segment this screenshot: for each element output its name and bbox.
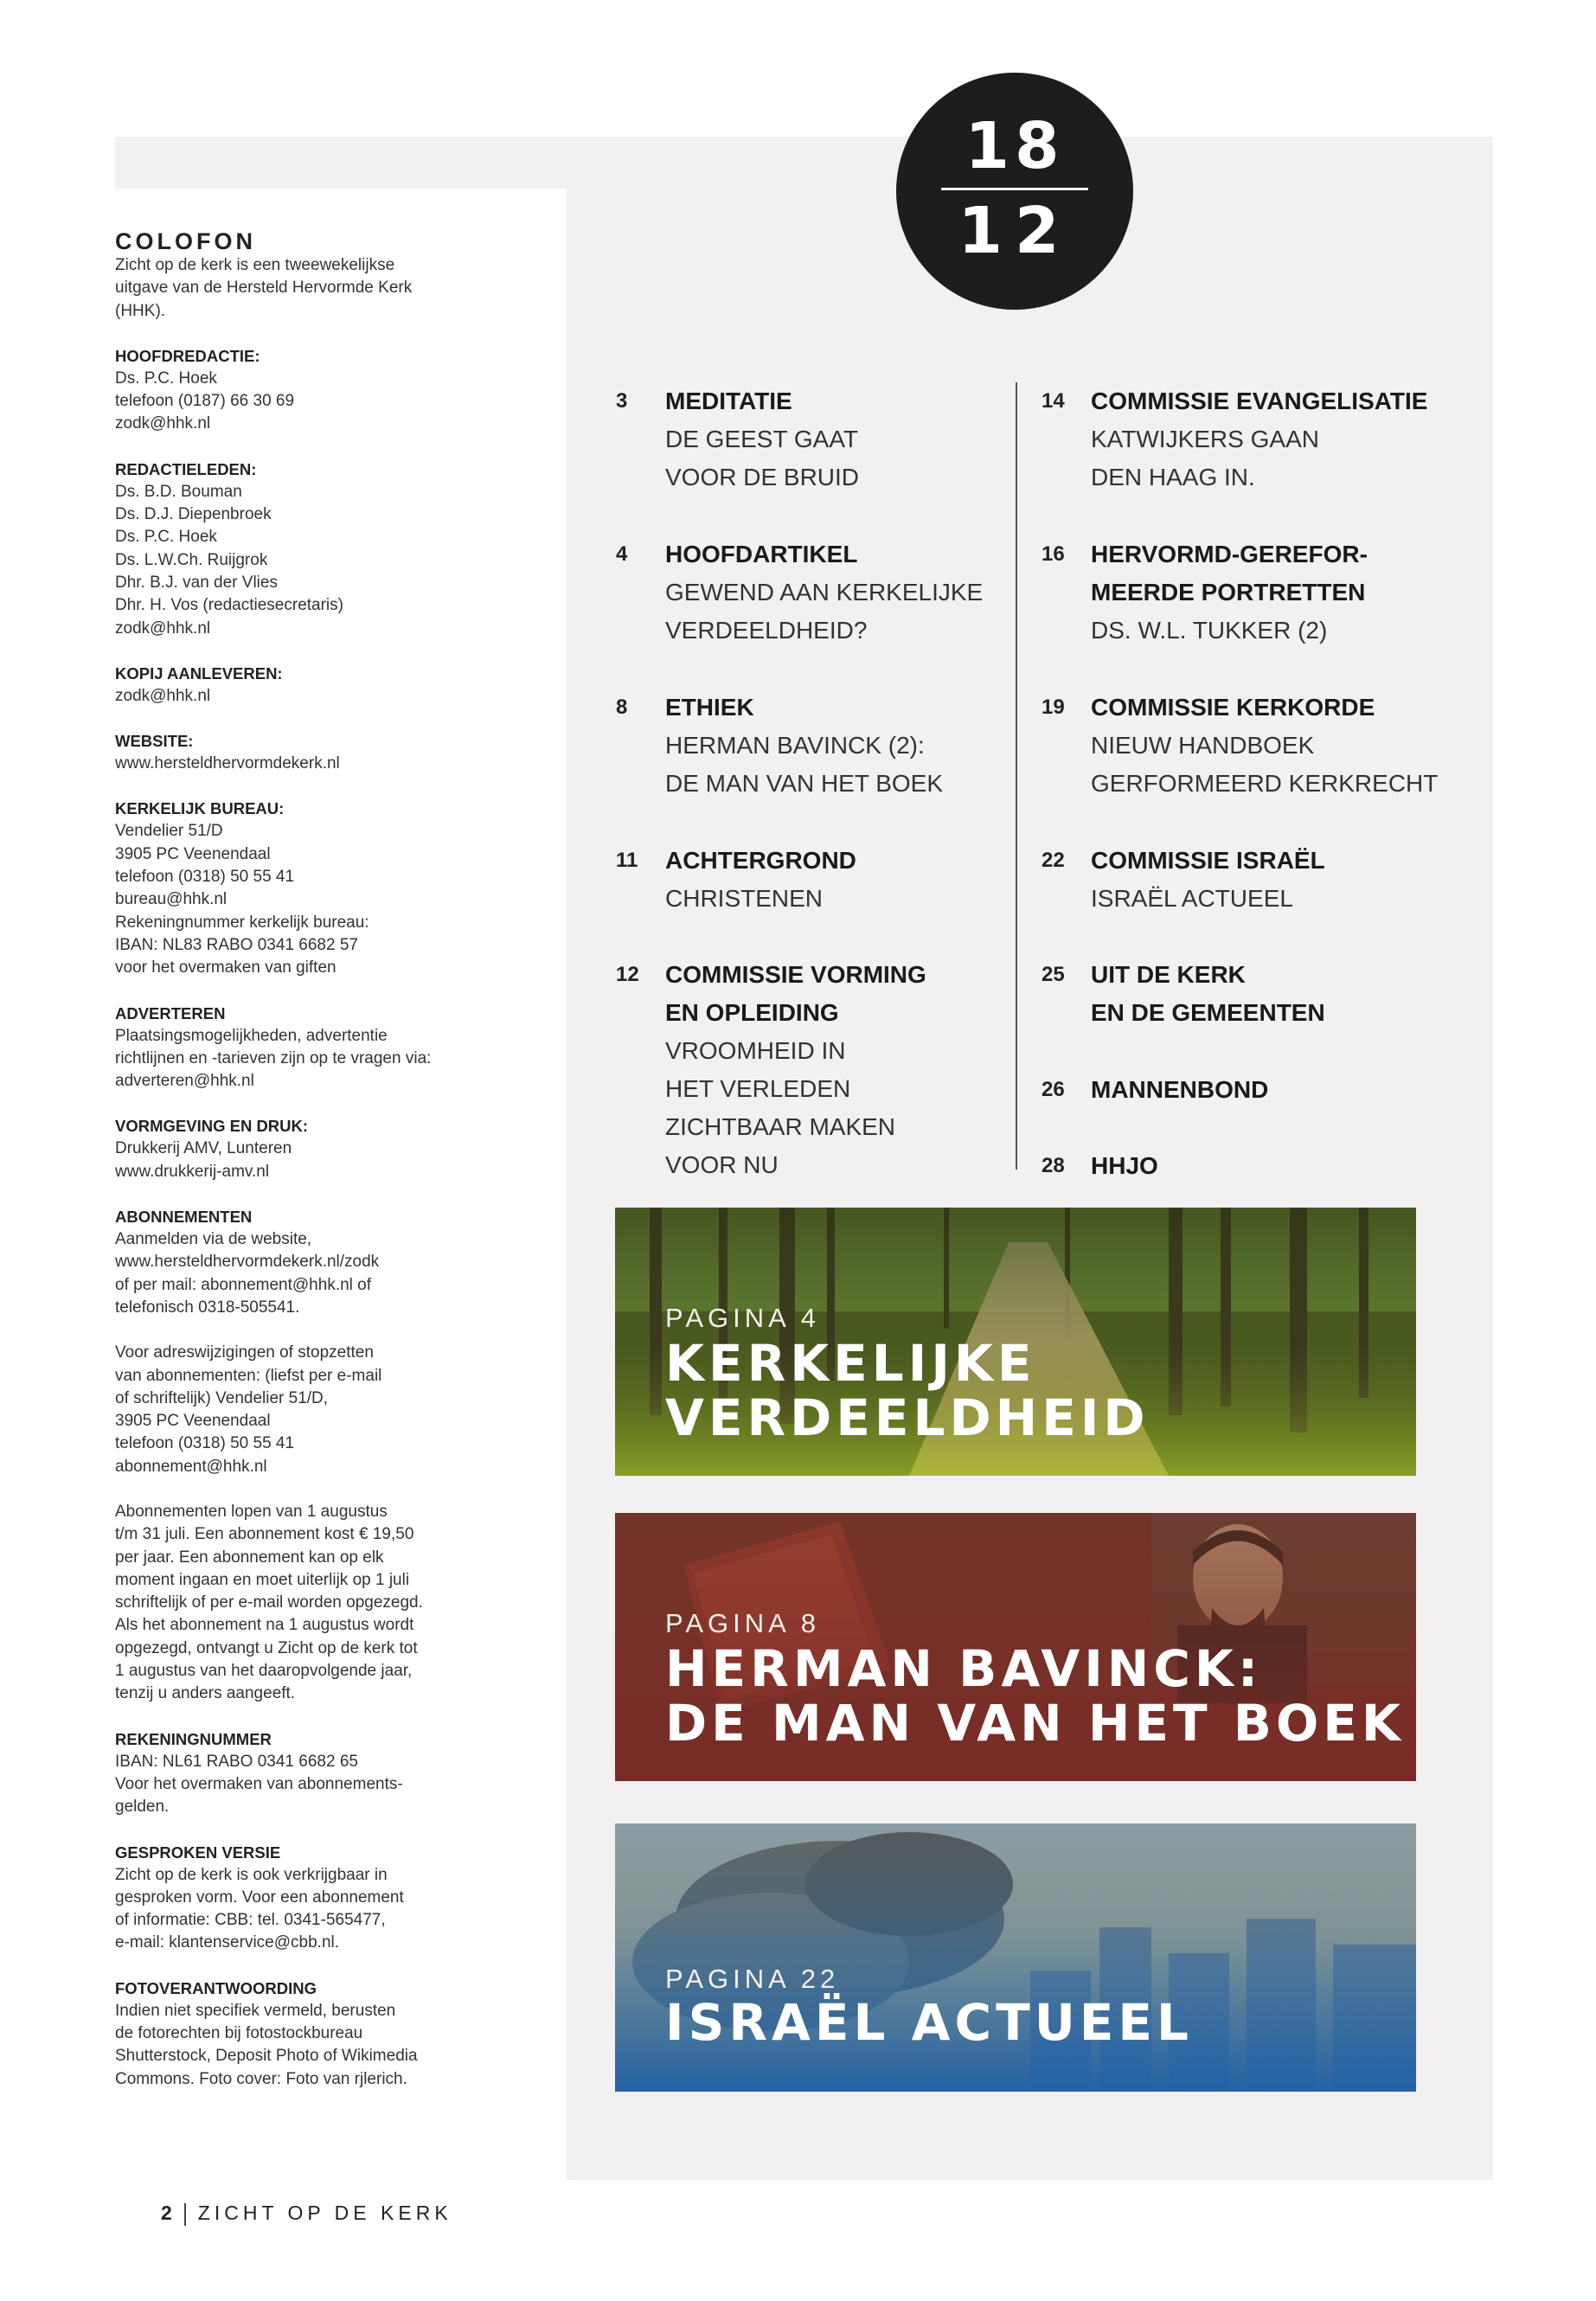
banner-israel-actueel[interactable] xyxy=(615,1823,1416,2092)
toc-text xyxy=(665,842,856,918)
toc-heading: HERVORMD-GEREFOR- xyxy=(1091,541,1368,567)
colofon-line: Dhr. H. Vos (redactiesecretaris) xyxy=(115,596,343,615)
toc-subtitle: DS. W.L. TUKKER (2) xyxy=(1091,617,1328,644)
colofon-spacer xyxy=(115,1319,487,1342)
toc-heading: ACHTERGROND xyxy=(665,847,856,874)
toc-subtitle: CHRISTENEN xyxy=(665,885,824,912)
colofon-line: Abonnementen lopen van 1 augustus xyxy=(115,1502,388,1521)
footer-separator xyxy=(184,2203,186,2226)
toc-heading: COMMISSIE ISRAËL xyxy=(1091,847,1325,874)
colofon-line[interactable]: www.hersteldhervormdekerk.nl xyxy=(115,754,340,773)
colofon-line: Zicht op de kerk is ook verkrijgbaar in xyxy=(115,1865,388,1884)
colofon-line: de fotorechten bij fotostockbureau xyxy=(115,2024,363,2043)
colofon-spacer xyxy=(115,1478,487,1501)
toc-page-number: 28 xyxy=(1042,1154,1065,1177)
toc-page-number: 4 xyxy=(616,542,628,566)
toc-subtitle: GERFORMEERD KERKRECHT xyxy=(1091,770,1439,797)
banner-title-line: ISRAËL ACTUEEL xyxy=(665,1993,1193,2052)
banner-kicker: PAGINA 4 xyxy=(665,1303,820,1333)
banner-kicker: PAGINA 22 xyxy=(665,1964,840,1994)
colofon-line: Aanmelden via de website, xyxy=(115,1230,312,1249)
toc-heading: EN DE GEMEENTEN xyxy=(1091,999,1325,1026)
colofon-section-heading: ADVERTEREN xyxy=(115,1003,226,1022)
colofon-line: gesproken vorm. Voor een abonnement xyxy=(115,1888,404,1907)
toc-heading: MANNENBOND xyxy=(1091,1076,1269,1103)
colofon-line: Voor het overmaken van abonnements- xyxy=(115,1774,403,1793)
issue-number: 18 xyxy=(965,109,1065,183)
badge-divider xyxy=(941,188,1088,190)
colofon-line: 3905 PC Veenendaal xyxy=(115,1412,271,1431)
colofon-section xyxy=(115,798,487,979)
colofon-line: Als het abonnement na 1 augustus wordt xyxy=(115,1616,414,1635)
toc-text xyxy=(665,382,859,497)
colofon-line: Dhr. B.J. van der Vlies xyxy=(115,573,278,592)
toc-text xyxy=(665,689,943,803)
toc-page-number: 11 xyxy=(616,849,638,872)
page-number: 2 xyxy=(161,2202,172,2224)
issue-badge xyxy=(896,73,1133,310)
issue-year: 12 xyxy=(958,194,1072,268)
toc-subtitle: VERDEELDHEID? xyxy=(665,617,868,644)
colofon-line: van abonnementen: (liefst per e-mail xyxy=(115,1366,382,1385)
colofon-section xyxy=(115,1842,487,1955)
colofon-line[interactable]: abonnement@hhk.nl xyxy=(115,1457,267,1476)
colofon-section-heading: HOOFDREDACTIE: xyxy=(115,346,260,365)
toc-subtitle: DEN HAAG IN. xyxy=(1091,464,1255,490)
toc-heading: EN OPLEIDING xyxy=(665,999,839,1026)
colofon-section xyxy=(115,663,487,708)
colofon-line: voor het overmaken van giften xyxy=(115,958,337,977)
toc-heading: COMMISSIE EVANGELISATIE xyxy=(1091,388,1428,414)
colofon-line: gelden. xyxy=(115,1798,170,1817)
colofon-line: telefoon (0318) 50 55 41 xyxy=(115,868,295,887)
colofon-line: per jaar. Een abonnement kan op elk xyxy=(115,1548,384,1567)
toc-heading: COMMISSIE KERKORDE xyxy=(1091,694,1375,721)
colofon-line: 1 augustus van het daaropvolgende jaar, xyxy=(115,1662,413,1681)
colofon-section xyxy=(115,1003,487,1093)
colofon-line: Vendelier 51/D xyxy=(115,822,223,841)
colofon-line: Ds. P.C. Hoek xyxy=(115,528,217,547)
colofon-section xyxy=(115,1977,487,2091)
banner-kerkelijke-verdeeldheid[interactable] xyxy=(615,1208,1416,1476)
toc-page-number: 22 xyxy=(1042,849,1065,872)
toc-heading: COMMISSIE VORMING xyxy=(665,961,926,988)
toc-text xyxy=(1091,382,1427,497)
colofon-line: 3905 PC Veenendaal xyxy=(115,844,271,863)
toc-heading: HHJO xyxy=(1091,1152,1158,1179)
colofon-section-heading: GESPROKEN VERSIE xyxy=(115,1843,281,1862)
toc-subtitle: DE GEEST GAAT xyxy=(665,426,859,452)
banner-title-line: DE MAN VAN HET BOEK xyxy=(665,1694,1405,1753)
colofon-line: Ds. B.D. Bouman xyxy=(115,482,242,501)
toc-heading: UIT DE KERK xyxy=(1091,961,1246,988)
colofon-line: Drukkerij AMV, Lunteren xyxy=(115,1139,292,1158)
toc-subtitle: VROOMHEID IN xyxy=(665,1037,846,1064)
toc-subtitle: KATWIJKERS GAAN xyxy=(1091,426,1319,452)
colofon-intro-line: Zicht op de kerk is een tweewekelijkse xyxy=(115,256,395,274)
colofon-line: telefoon (0318) 50 55 41 xyxy=(115,1434,295,1453)
colofon-line: t/m 31 juli. Een abonnement kost € 19,50 xyxy=(115,1525,414,1544)
toc-text xyxy=(665,535,983,650)
colofon-line: tenzij u anders aangeeft. xyxy=(115,1684,296,1703)
colofon-line[interactable]: www.hersteldhervormdekerk.nl/zodk xyxy=(115,1253,380,1272)
banner-title-line: VERDEELDHEID xyxy=(665,1388,1150,1447)
colofon-line: Ds. L.W.Ch. Ruijgrok xyxy=(115,550,268,569)
colofon-section-heading: REDACTIELEDEN: xyxy=(115,459,257,478)
colofon-section-heading: VORMGEVING EN DRUK: xyxy=(115,1117,309,1136)
colofon-section-heading: KOPIJ AANLEVEREN: xyxy=(115,663,283,683)
toc-text xyxy=(665,956,926,1184)
colofon-line: opgezegd, ontvangt u Zicht op de kerk tot xyxy=(115,1638,418,1657)
colofon-line: Plaatsingsmogelijkheden, advertentie xyxy=(115,1026,388,1045)
colofon-line: telefoon (0187) 66 30 69 xyxy=(115,392,295,411)
toc-subtitle: ZICHTBAAR MAKEN xyxy=(665,1113,896,1140)
toc-subtitle: ISRAËL ACTUEEL xyxy=(1091,885,1293,912)
toc-subtitle: HERMAN BAVINCK (2): xyxy=(665,732,925,759)
colofon-line[interactable]: zodk@hhk.nl xyxy=(115,619,211,638)
toc-heading: MEERDE PORTRETTEN xyxy=(1091,579,1366,606)
colofon-section xyxy=(115,1728,487,1819)
toc-heading: MEDITATIE xyxy=(665,388,792,414)
colofon-line: moment ingaan en moet uiterlijk op 1 juli xyxy=(115,1570,410,1589)
toc-page-number: 25 xyxy=(1042,963,1065,986)
colofon-section xyxy=(115,730,487,775)
banner-kicker: PAGINA 8 xyxy=(665,1608,820,1638)
toc-subtitle: VOOR DE BRUID xyxy=(665,464,860,490)
colofon-line[interactable]: zodk@hhk.nl xyxy=(115,686,211,705)
toc-page-number: 8 xyxy=(616,695,628,719)
magazine-name: ZICHT OP DE KERK xyxy=(197,2202,452,2224)
colofon-line: Ds. D.J. Diepenbroek xyxy=(115,505,272,524)
toc-subtitle: HET VERLEDEN xyxy=(665,1075,851,1102)
toc-subtitle: VOOR NU xyxy=(665,1151,779,1178)
toc-text xyxy=(1091,1147,1158,1185)
toc-subtitle: DE MAN VAN HET BOEK xyxy=(665,770,944,797)
colofon-line: Rekeningnummer kerkelijk bureau: xyxy=(115,913,369,932)
colofon-line: Commons. Foto cover: Foto van rjlerich. xyxy=(115,2069,407,2088)
colofon-line[interactable]: zodk@hhk.nl xyxy=(115,414,211,433)
banner-title-line: KERKELIJKE xyxy=(665,1334,1036,1393)
banner-title-line: HERMAN BAVINCK: xyxy=(665,1639,1263,1698)
colofon-section xyxy=(115,458,487,640)
colofon-section-heading: KERKELIJK BUREAU: xyxy=(115,799,285,818)
colofon-line: Indien niet specifiek vermeld, berusten xyxy=(115,2001,396,2020)
colofon-line: Ds. P.C. Hoek xyxy=(115,369,217,388)
colofon-line[interactable]: bureau@hhk.nl xyxy=(115,890,228,909)
colofon-sections xyxy=(115,345,487,2091)
banner-herman-bavinck[interactable] xyxy=(615,1513,1416,1781)
toc-heading: HOOFDARTIKEL xyxy=(665,541,858,567)
colofon xyxy=(115,228,487,2091)
toc-page-number: 16 xyxy=(1042,542,1065,566)
colofon-line: telefonisch 0318-505541. xyxy=(115,1298,300,1317)
colofon-line: richtlijnen en -tarieven zijn op te vragen via: xyxy=(115,1048,432,1067)
colofon-section xyxy=(115,1206,487,1706)
colofon-section xyxy=(115,345,487,436)
colofon-title: COLOFON xyxy=(115,228,256,254)
toc-page-number: 14 xyxy=(1042,389,1065,413)
toc-subtitle: NIEUW HANDBOEK xyxy=(1091,732,1315,759)
toc-subtitle: GEWEND AAN KERKELIJKE xyxy=(665,579,984,606)
colofon-line: of schriftelijk) Vendelier 51/D, xyxy=(115,1388,329,1407)
colofon-line: of informatie: CBB: tel. 0341-565477, xyxy=(115,1911,386,1930)
colofon-line[interactable]: adverteren@hhk.nl xyxy=(115,1072,254,1091)
colofon-section-heading: FOTOVERANTWOORDING xyxy=(115,1978,317,1997)
colofon-line: IBAN: NL83 RABO 0341 6682 57 xyxy=(115,935,358,954)
colofon-section xyxy=(115,1115,487,1183)
toc-text xyxy=(1091,842,1325,918)
colofon-line[interactable]: www.drukkerij-amv.nl xyxy=(115,1162,270,1181)
colofon-line: IBAN: NL61 RABO 0341 6682 65 xyxy=(115,1752,358,1771)
toc-text xyxy=(1091,956,1325,1032)
colofon-line: Voor adreswijzigingen of stopzetten xyxy=(115,1343,374,1362)
page-footer xyxy=(161,2202,452,2226)
toc-heading: ETHIEK xyxy=(665,694,754,721)
toc-text xyxy=(1091,535,1368,650)
colofon-intro-line: (HHK). xyxy=(115,301,166,320)
toc-text xyxy=(1091,689,1438,803)
colofon-section-heading: REKENINGNUMMER xyxy=(115,1729,272,1748)
toc-divider xyxy=(1016,382,1017,1170)
colofon-line[interactable]: of per mail: abonnement@hhk.nl of xyxy=(115,1275,372,1294)
toc-page-number: 12 xyxy=(616,963,639,986)
colofon-line: Shutterstock, Deposit Photo of Wikimedia xyxy=(115,2047,418,2066)
colofon-intro xyxy=(115,254,487,323)
toc-page-number: 19 xyxy=(1042,695,1065,719)
colofon-section-heading: ABONNEMENTEN xyxy=(115,1208,253,1227)
colofon-section-heading: WEBSITE: xyxy=(115,732,194,751)
toc-page-number: 26 xyxy=(1042,1078,1065,1101)
colofon-intro-line: uitgave van de Hersteld Hervormde Kerk xyxy=(115,279,413,298)
colofon-line: schriftelijk of per e-mail worden opgezegd. xyxy=(115,1593,423,1612)
toc-page-number: 3 xyxy=(616,389,628,413)
toc-text xyxy=(1091,1071,1268,1109)
colofon-line[interactable]: e-mail: klantenservice@cbb.nl. xyxy=(115,1933,340,1952)
